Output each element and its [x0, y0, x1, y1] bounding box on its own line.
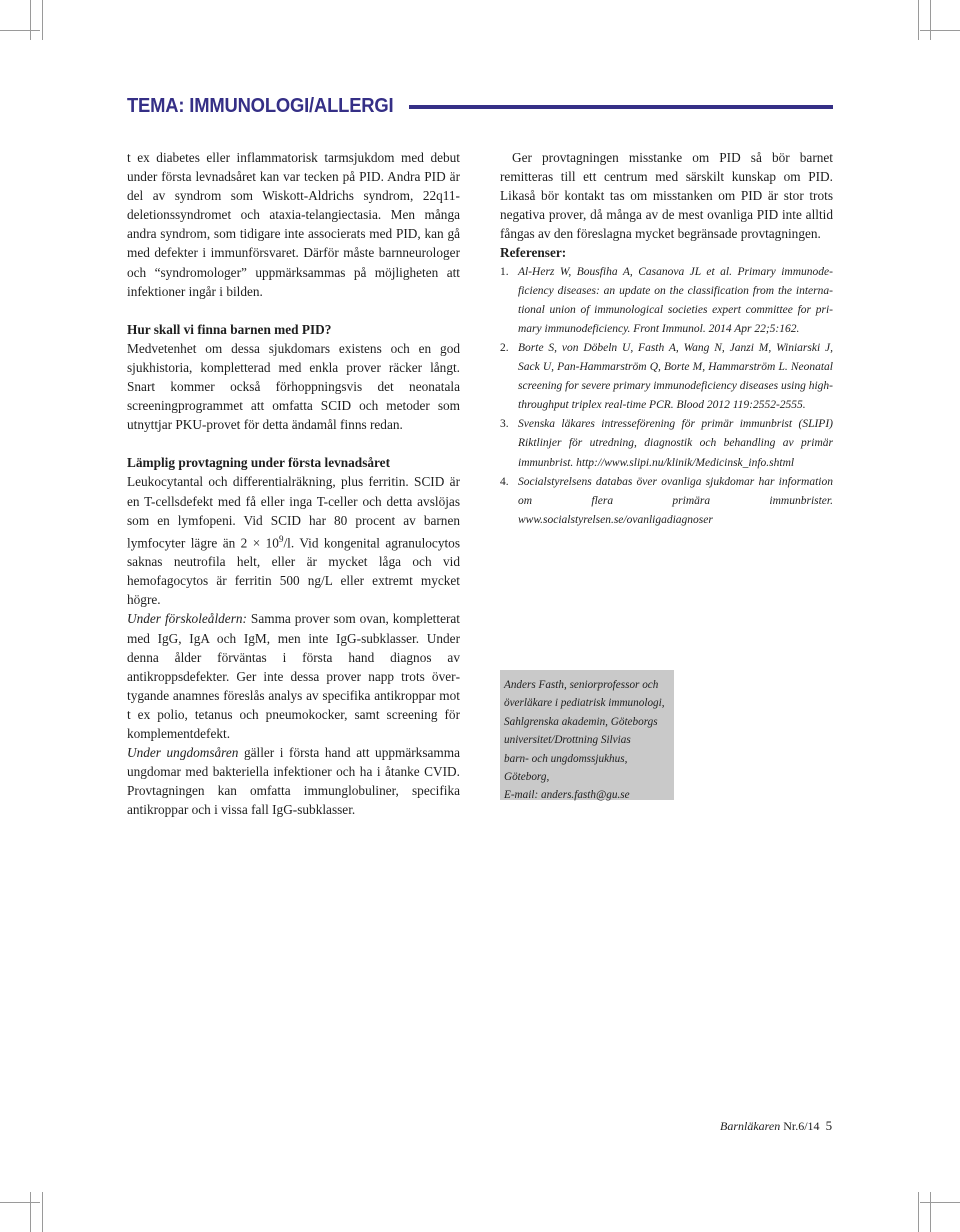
paragraph-referral: Ger provtagningen misstanke om PID så bör barnet remitteras till ett centrum med särskilt kunskap om PID. Likaså bör kontakt tas om misstanken om PID är stor trots negativa prover, då många av de mest ovanliga PID inte alltid fångas av den föreslagna mycket begränsade provtagningen.: [500, 150, 833, 242]
paragraph-first-year-b: /l. Vid kongenital agranulocytos saknas neutrofila helt, eller är mycket låga och vid hemofagocytos är ferritin 500 ng/L eller extremt mycket högre.: [127, 535, 460, 608]
paragraph-awareness: Medvetenhet om dessa sjukdomars existens och en god sjukhistoria, kompletterad med enkla prover räcker långt. Snart kommer också förhoppningsvis det neonatala screeningprogrammet att omfatta SCID och metoder som utnyttjar PKU-provet för detta ändamål finns redan.: [127, 340, 460, 433]
label-adolescence: Under ungdomsåren: [127, 745, 239, 761]
crop-mark: [920, 1202, 960, 1203]
section-header: [127, 92, 833, 120]
reference-item: 2. Borte S, von Döbeln U, Fasth A, Wang N, Janzi M, Winiarski J, Sack U, Pan-Hammarström Q, Borte M, Hammarström L. Neonatal screening for severe primary immunodeficiency diseases using high-throughput triplex real-time PCR. Blood 2012 119:2552-2555.: [500, 341, 834, 412]
reference-item: 4. Socialstyrelsens databas över ovanliga sjukdomar har information om flera primära immunbrister. www.socialstyrelsen.se/ovanligadiagnoser: [500, 475, 833, 526]
author-line: barn- och ungdomssjukhus,: [504, 752, 628, 765]
author-line: Sahlgrenska akademin, Göteborgs: [504, 715, 658, 728]
crop-mark: [42, 0, 43, 40]
author-line: Anders Fasth, seniorprofessor och: [504, 679, 659, 691]
paragraph-intro: t ex diabetes eller inflammatorisk tarmsjukdom med debut under första levnadsåret kan var tecken på PID. Andra PID är del av syndrom som Wiskott-Aldrichs syndrom, 22q11-deletionssyndromet och ataxia-telangiectasia. Men många andra syndrom, som tidigare inte associerats med PID, kan gå med defekter i immunförsvaret. Därför måste barnneurologer och “syndromologer” uppmärksammas på möjligheten att infektioner ingår i bilden.: [127, 150, 460, 299]
page-footer: [720, 1118, 832, 1134]
crop-mark: [30, 1192, 31, 1232]
crop-mark: [42, 1192, 43, 1232]
crop-mark: [918, 0, 919, 40]
author-line: Göteborg,: [504, 771, 550, 784]
header-rule: [409, 105, 833, 109]
crop-mark: [30, 0, 31, 40]
section-title: TEMA: IMMUNOLOGI/ALLERGI: [127, 94, 394, 117]
references-heading: Referenser:: [500, 245, 567, 261]
crop-mark: [0, 30, 40, 31]
left-column: [127, 148, 460, 820]
crop-mark: [920, 30, 960, 31]
paragraph-first-year-a: Leukocytantal och differentialräkning, plus ferritin. SCID är en T-cellsdefekt med få eller inga T-celler och detta avslöjas som en lymfopeni. Vid SCID har 80 procent av barnen lymfocyter lägre än 2 × 10: [127, 474, 460, 551]
right-column: [500, 148, 833, 530]
text-preschool: Samma prover som ovan, kompletterat med IgG, IgA och IgM, men inte IgG-subklasser. Under denna ålder förväntas i första hand diagnos av antikroppsdefekter. Ger inte dessa prover napp trots övertygande anamnes föreslås analys av specifika antikroppar mot t ex polio, tetanus och pneumokocker, samt screening för komplementdefekt.: [127, 611, 460, 742]
issue-number: Nr.6/14: [780, 1119, 820, 1133]
crop-mark: [930, 0, 931, 40]
exponent: 9: [278, 533, 284, 544]
journal-name: Barnläkaren: [720, 1119, 781, 1133]
page-number: 5: [825, 1118, 833, 1133]
label-preschool: Under förskoleåldern:: [127, 611, 247, 627]
crop-mark: [0, 1202, 40, 1203]
paragraph-adolescence: [127, 743, 460, 819]
references-list: [500, 263, 833, 530]
author-line: universitet/Drottning Silvias: [504, 734, 631, 747]
author-info-box: [500, 670, 674, 800]
heading-find-children: Hur skall vi finna barnen med PID?: [127, 321, 332, 337]
paragraph-first-year: [127, 472, 460, 609]
reference-item: 3. Svenska läkares intresseförening för primär immunbrist (SLIPI) Riktlinjer för utredning, diagnostik och behandling av primär immunbrist. http://www.slipi.nu/klinik/Medicinsk_info.shtml: [500, 418, 833, 469]
author-email: E-mail: anders.fasth@gu.se: [504, 789, 630, 802]
reference-item: 1. Al-Herz W, Bousfiha A, Casanova JL et al. Primary immunodeficiency diseases: an update on the classification from the international union of immunological societies expert committee for primary immunodeficiency. Front Immunol. 2014 Apr 22;5:162.: [500, 265, 833, 335]
heading-first-year-tests: Lämplig provtagning under första levnadsåret: [127, 455, 391, 471]
crop-mark: [918, 1192, 919, 1232]
crop-mark: [930, 1192, 931, 1232]
text-adolescence: gäller i första hand att uppmärksamma ungdomar med bakteriella infektioner och ha i åtanke CVID. Provtagningen kan omfatta immunglobuliner, specifika antikroppar och i vissa fall IgG-subklasser.: [127, 745, 460, 818]
paragraph-preschool: [127, 609, 460, 743]
author-line: överläkare i pediatrisk immunologi,: [504, 697, 665, 710]
